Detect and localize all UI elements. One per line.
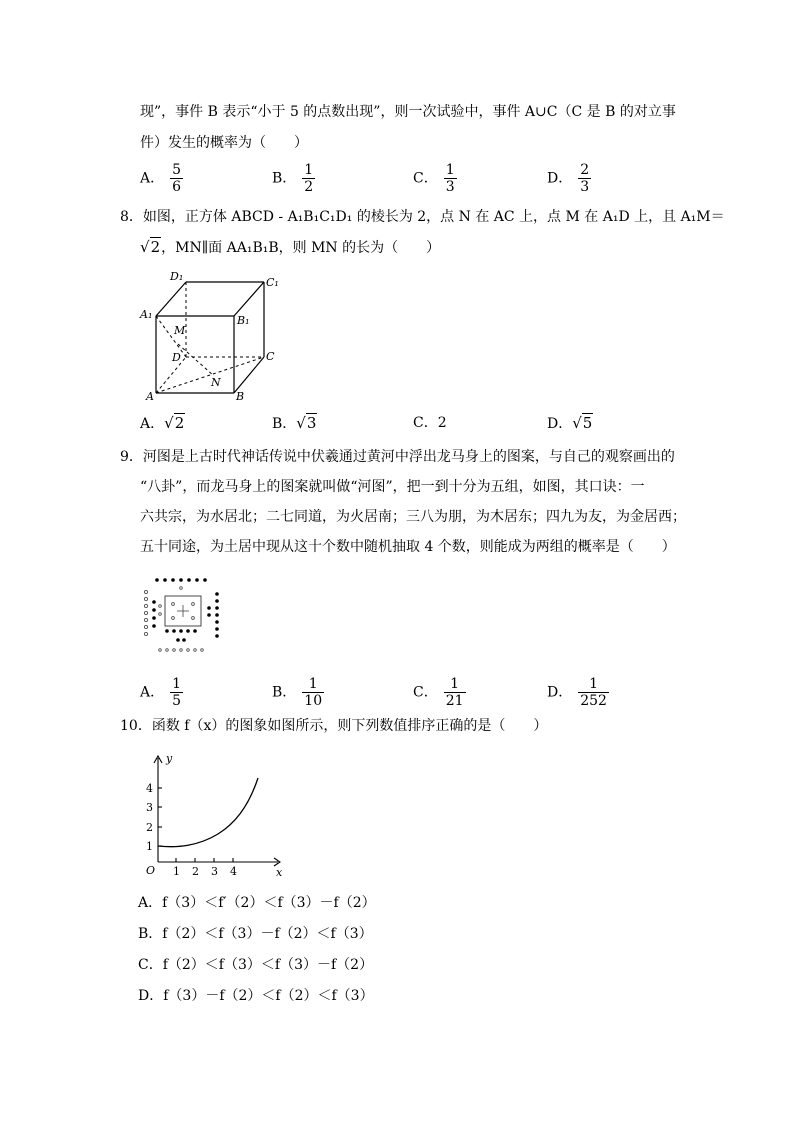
q7-option-a: A． $\frac{5}{6}$	[140, 162, 182, 195]
q10-option-a: A．f（3）＜f′（2）＜f（3）－f（2）	[138, 895, 376, 911]
function-graph	[138, 750, 288, 882]
q10-option-c: C．f（2）＜f（3）＜f（3）－f（2）	[138, 957, 374, 973]
q9-line-2: “八卦”，而龙马身上的图案就叫做“河图”，把一到十分为五组，如图，其口诀：一	[140, 479, 645, 495]
y-tick-4: 4	[146, 782, 153, 795]
label-d: D	[172, 351, 181, 364]
q8-option-c: C．2	[413, 415, 447, 431]
q8-option-b: B．√3	[272, 414, 317, 432]
x-tick-1: 1	[173, 865, 180, 878]
label-d1: D₁	[170, 270, 184, 283]
q8-line-2: √2，MN∥面 AA₁B₁B，则 MN 的长为（ ）	[140, 238, 441, 256]
hetu-figure	[140, 572, 232, 656]
q7-line-2: 件）发生的概率为（ ）	[140, 135, 308, 151]
x-tick-4: 4	[230, 865, 237, 878]
label-c: C	[266, 350, 275, 363]
q10-option-d: D．f（3）－f（2）＜f（2）＜f（3）	[138, 988, 374, 1004]
y-tick-2: 2	[146, 821, 153, 834]
q9-line-4: 五十同途，为土居中现从这十个数中随机抽取 4 个数，则能成为两组的概率是（ ）	[140, 539, 676, 555]
q9-option-d: D． $\frac{1}{252}$	[547, 676, 607, 709]
sqrt-symbol: √2	[140, 238, 161, 256]
q8-line-1: 8．如图，正方体 ABCD - A₁B₁C₁D₁ 的棱长为 2，点 N 在 AC 上，点 M 在 A₁D 上，且 A₁M＝	[120, 209, 725, 225]
x-tick-2: 2	[192, 865, 199, 878]
x-axis-label: x	[276, 866, 283, 879]
label-m: M	[174, 324, 186, 337]
label-c1: C₁	[266, 276, 279, 289]
q7-line-1: 现”，事件 B 表示“小于 5 的点数出现”，则一次试验中，事件 A∪C（C 是 B 的对立事	[140, 104, 676, 120]
label-n: N	[211, 376, 221, 389]
y-tick-1: 1	[146, 840, 153, 853]
q8-option-a: A．√2	[140, 414, 185, 432]
label-a: A	[146, 390, 154, 403]
y-tick-3: 3	[146, 801, 153, 814]
q9-line-3: 六共宗，为水居北；二七同道，为火居南；三八为朋，为木居东；四九为友，为金居西；	[140, 509, 686, 525]
function-curve	[158, 778, 258, 847]
q7-option-b: B． $\frac{1}{2}$	[272, 162, 314, 195]
label-a1: A₁	[140, 308, 153, 321]
x-tick-3: 3	[211, 865, 218, 878]
cube-figure	[138, 266, 288, 406]
q9-option-b: B． $\frac{1}{10}$	[272, 676, 323, 709]
q9-line-1: 9．河图是上古时代神话传说中伏羲通过黄河中浮出龙马身上的图案，与自己的观察画出的	[120, 449, 675, 465]
q8-option-d: D．√5	[547, 414, 593, 432]
q10-option-b: B．f（2）＜f（3）－f（2）＜f（3）	[138, 926, 373, 942]
q7-option-c: C． $\frac{1}{3}$	[413, 162, 455, 195]
q9-option-a: A． $\frac{1}{5}$	[140, 676, 182, 709]
q10-line-1: 10．函数 f（x）的图象如图所示，则下列数值排序正确的是（ ）	[120, 718, 548, 734]
label-b: B	[236, 390, 245, 403]
origin-label: O	[146, 864, 156, 877]
q7-option-d: D． $\frac{2}{3}$	[547, 162, 590, 195]
q9-option-c: C． $\frac{1}{21}$	[413, 676, 464, 709]
label-b1: B₁	[237, 314, 250, 327]
y-axis-label: y	[166, 752, 173, 765]
